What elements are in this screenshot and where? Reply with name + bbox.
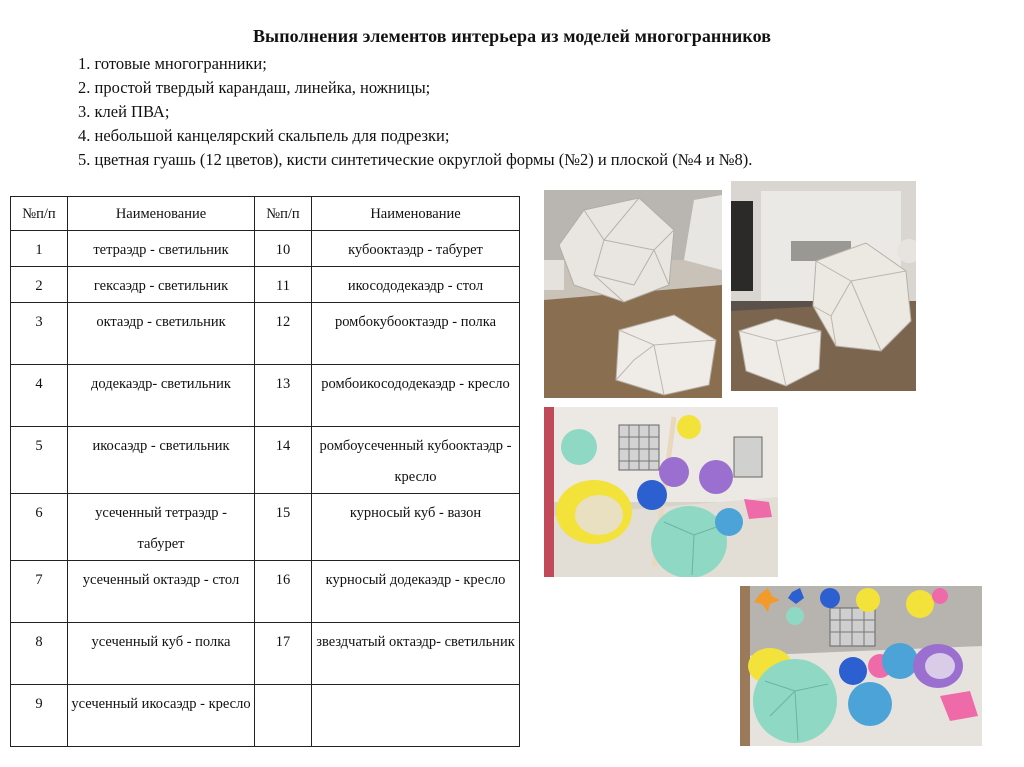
cell-num: 12 xyxy=(255,303,312,365)
photo-colored-interior-model-2 xyxy=(740,586,982,746)
cell-name xyxy=(312,685,520,747)
cell-name: гексаэдр - светильник xyxy=(68,267,255,303)
materials-item: 3. клей ПВА; xyxy=(78,102,170,121)
cell-name: икосаэдр - светильник xyxy=(68,427,255,494)
cell-num: 15 xyxy=(255,494,312,561)
cell-num: 10 xyxy=(255,231,312,267)
cell-num: 3 xyxy=(11,303,68,365)
cell-num: 9 xyxy=(11,685,68,747)
cell-num: 8 xyxy=(11,623,68,685)
cell-name: усеченный тетраэдр - табурет xyxy=(68,494,255,561)
photo-white-polyhedra-desk xyxy=(544,190,722,398)
table-row xyxy=(11,561,520,623)
cell-num: 11 xyxy=(255,267,312,303)
cell-name: кубооктаэдр - табурет xyxy=(312,231,520,267)
materials-item: 4. небольшой канцелярский скальпель для подрезки; xyxy=(78,126,450,145)
cell-num: 13 xyxy=(255,365,312,427)
table-row xyxy=(11,267,520,303)
cell-name: ромбоусеченный кубооктаэдр - кресло xyxy=(312,427,520,494)
cell-name: икосододекаэдр - стол xyxy=(312,267,520,303)
table-row xyxy=(11,303,520,365)
table-row xyxy=(11,231,520,267)
cell-name: усеченный октаэдр - стол xyxy=(68,561,255,623)
cell-num: 4 xyxy=(11,365,68,427)
photo-colored-interior-model-1 xyxy=(544,407,778,577)
cell-num: 7 xyxy=(11,561,68,623)
page-title: Выполнения элементов интерьера из моделей многогранников xyxy=(252,26,772,46)
cell-name: курносый додекаэдр - кресло xyxy=(312,561,520,623)
photo-white-polyhedra-room xyxy=(731,181,916,391)
cell-num: 1 xyxy=(11,231,68,267)
header-num-2: №п/п xyxy=(255,197,312,231)
table-row xyxy=(11,685,520,747)
cell-num: 17 xyxy=(255,623,312,685)
materials-item: 1. готовые многогранники; xyxy=(78,54,267,73)
cell-num: 6 xyxy=(11,494,68,561)
cell-name: додекаэдр- светильник xyxy=(68,365,255,427)
cell-num xyxy=(255,685,312,747)
polyhedra-table xyxy=(10,196,520,747)
table-header-row xyxy=(11,197,520,231)
materials-list xyxy=(78,52,752,172)
cell-name: ромбоикосододекаэдр - кресло xyxy=(312,365,520,427)
table-row xyxy=(11,427,520,494)
materials-item: 5. цветная гуашь (12 цветов), кисти синтетические округлой формы (№2) и плоской (№4 и №8). xyxy=(78,150,753,169)
header-num-1: №п/п xyxy=(11,197,68,231)
cell-num: 2 xyxy=(11,267,68,303)
cell-name: тетраэдр - светильник xyxy=(68,231,255,267)
cell-name: курносый куб - вазон xyxy=(312,494,520,561)
cell-name: усеченный икосаэдр - кресло xyxy=(68,685,255,747)
cell-name: усеченный куб - полка xyxy=(68,623,255,685)
cell-num: 5 xyxy=(11,427,68,494)
table-row xyxy=(11,623,520,685)
cell-num: 16 xyxy=(255,561,312,623)
materials-item: 2. простой твердый карандаш, линейка, ножницы; xyxy=(78,78,431,97)
cell-name: звездчатый октаэдр- светильник xyxy=(312,623,520,685)
header-name-2: Наименование xyxy=(312,197,520,231)
header-name-1: Наименование xyxy=(68,197,255,231)
cell-num: 14 xyxy=(255,427,312,494)
table-row xyxy=(11,365,520,427)
table-row xyxy=(11,494,520,561)
cell-name: ромбокубооктаэдр - полка xyxy=(312,303,520,365)
cell-name: октаэдр - светильник xyxy=(68,303,255,365)
